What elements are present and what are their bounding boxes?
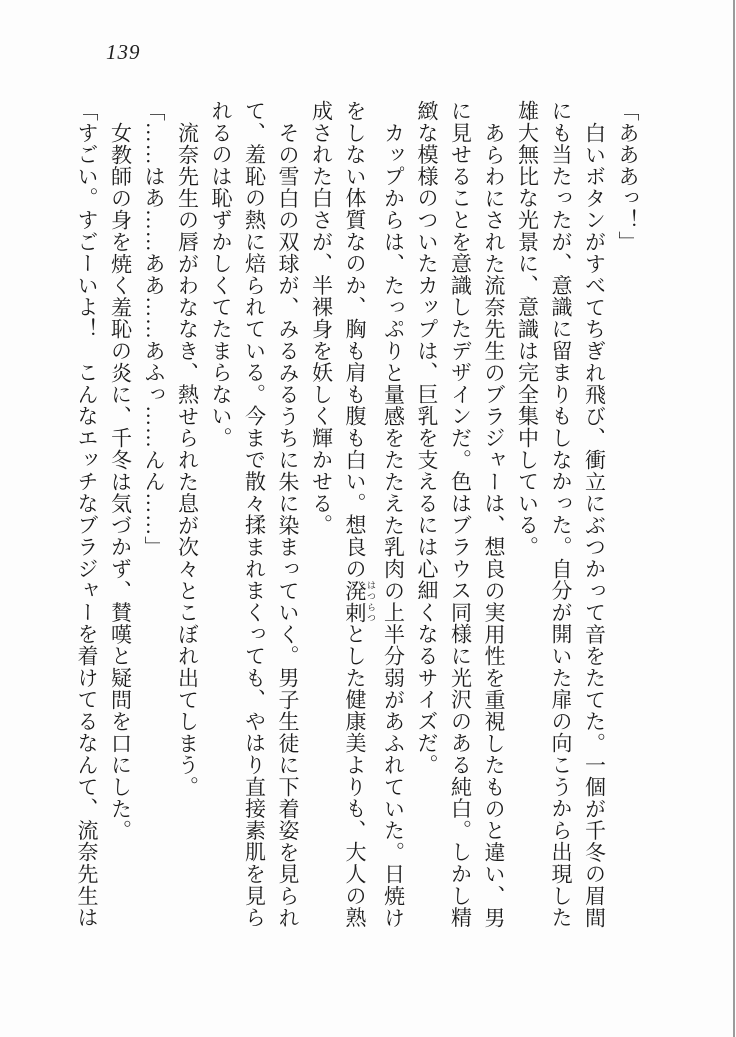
text-run: とした健康美よりも、大人の熟 <box>343 623 367 929</box>
text-column-16: 女教師の身を焼く羞恥の炎に、千冬は気づかず、賛嘆と疑問を口にした。 <box>108 122 133 842</box>
ruby-group <box>343 579 376 624</box>
text-column-10: 成された白さが、半裸身を妖しく輝かせる。 <box>309 100 334 536</box>
text-column-1: 「あああっ！」 <box>616 100 640 253</box>
text-column-6: に見せることを意識したデザインだ。色はブラウス同様に光沢のある純白。しかし精 <box>448 100 473 929</box>
text-column-9 <box>338 100 377 938</box>
ruby-annotation: はつらつ <box>366 579 376 624</box>
text-column-3: にも当たったが、意識に留まりもしなかった。自分が開いた扉の向こうから出現した <box>549 100 573 929</box>
text-column-7: 緻な模様のついたカップは、巨乳を支えるには心細くなるサイズだ。 <box>415 100 439 776</box>
text-column-14: 流奈先生の唇がわななき、熱せられた息が次々とこぼれ出てしまう。 <box>175 122 200 798</box>
text-column-5: あらわにされた流奈先生のブラジャーは、想良の実用性を重視したものと違い、男 <box>482 122 506 929</box>
text-column-13: れるのは恥ずかしくてたまらない。 <box>209 100 233 449</box>
text-column-15: 「……はあ……ああ……あふっ……んん……」 <box>142 100 166 558</box>
text-column-11: その雪白の双球が、みるみるうちに朱に染まっていく。男子生徒に下着姿を見られ <box>276 122 300 929</box>
text-column-8: カップからは、たっぷりと量感をたたえた乳肉の上半分弱があふれていた。日焼け <box>381 122 406 929</box>
page-edge-line <box>733 0 735 1037</box>
text-column-2: 白いボタンがすべてちぎれ飛び、衝立にぶつかって音をたてた。一個が千冬の眉間 <box>582 122 607 929</box>
vertical-text-block <box>70 100 645 940</box>
text-column-12: て、羞恥の熱に焙られている。今まで散々揉まれまくっても、やはり直接素肌を見ら <box>242 100 267 929</box>
text-column-17: 「すごい。すごーいよ！ こんなエッチなブラジャーを着けてるなんて、流奈先生は <box>75 100 99 929</box>
page-number: 139 <box>106 40 141 64</box>
text-run: をしない体質なのか、胸も肩も腹も白い。想良の <box>343 100 367 580</box>
ruby-base: 溌剌 <box>343 579 367 624</box>
text-column-4: 雄大無比な光景に、意識は完全集中している。 <box>515 100 540 558</box>
